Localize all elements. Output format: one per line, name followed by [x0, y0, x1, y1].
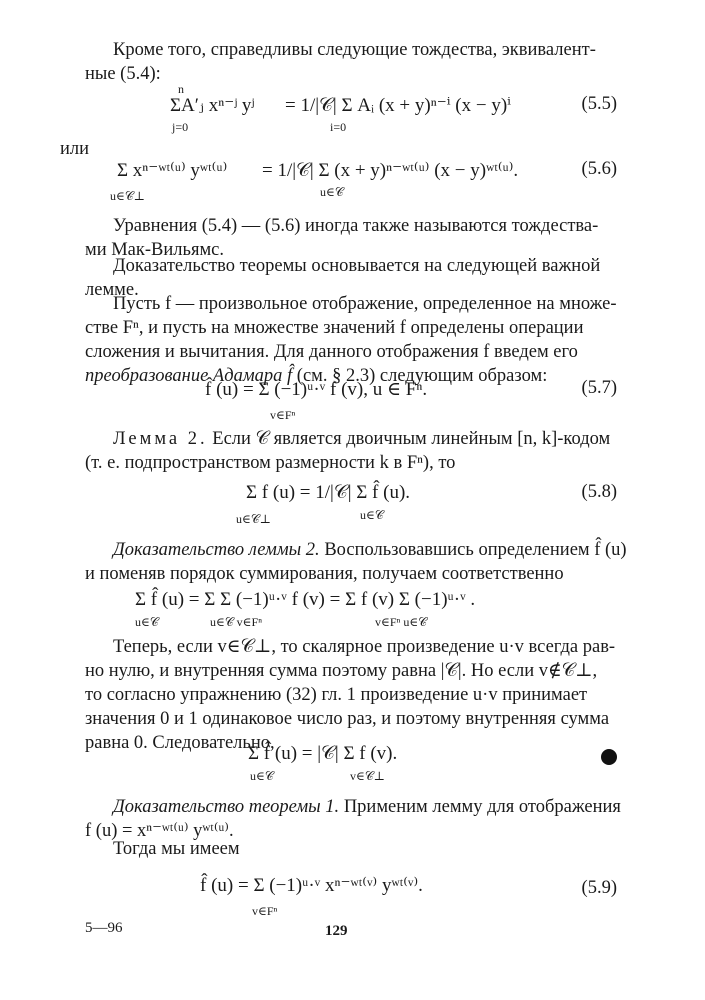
proof-title: Доказательство леммы 2.: [113, 540, 320, 560]
equation-5-8: [0, 478, 705, 538]
proof-title: Доказательство теоремы 1.: [113, 797, 340, 817]
text-line: лемме.: [85, 280, 139, 300]
equation-number: (5.5): [581, 94, 617, 114]
italic-term: преобразование Адамара f̂: [85, 366, 293, 386]
end-of-proof-icon: [601, 749, 617, 765]
text-line: Доказательство теоремы основывается на следующей важной: [113, 256, 601, 276]
text-line: [85, 427, 617, 451]
text-line: но нулю, и внутренняя сумма поэтому равна |𝒞|. Но если v∉𝒞⊥,: [85, 661, 598, 681]
text-line: Пусть f — произвольное отображение, определенное на множе-: [113, 294, 617, 314]
paragraph-identities-intro: [85, 38, 617, 86]
text-line: ные (5.4):: [85, 64, 161, 84]
equation-formula: Σ f̂ (u) = Σ Σ (−1)ᵘ·ᵛ f (v) = Σ f (v) Σ (−1)ᵘ·ᵛ .: [135, 589, 476, 610]
sum-lower-limit: u∈𝒞: [360, 508, 384, 522]
sum-upper-limit: n: [178, 82, 184, 96]
equation-5-6: [0, 155, 705, 215]
text-line: значения 0 и 1 одинаковое число раз, и поэтому внутренняя сумма: [85, 709, 610, 729]
sum-lower-limit: u∈𝒞: [135, 615, 159, 629]
equation-5-9: [0, 868, 705, 928]
text-line: Уравнения (5.4) — (5.6) иногда также называются тождества-: [113, 216, 599, 236]
text-line: (т. е. подпространством размерности k в Fⁿ), то: [85, 453, 456, 473]
text-line: стве Fⁿ, и пусть на множестве значений f определены операции: [85, 318, 584, 338]
equation-formula: f̂ (u) = Σ (−1)ᵘ·ᵛ f (v), u ∈ Fⁿ.: [205, 379, 428, 400]
equation-5-5: [0, 82, 705, 142]
equation-rhs: = 1/|𝒞| Σ (x + y)ⁿ⁻ʷᵗ⁽ᵘ⁾ (x − y)ʷᵗ⁽ᵘ⁾.: [262, 160, 519, 181]
text-span: Если 𝒞 является двоичным линейным [n, k]-кодом: [207, 429, 611, 449]
equation-formula: Σ f (u) = 1/|𝒞| Σ f̂ (u).: [246, 482, 411, 503]
sum-lower-limit: u∈𝒞⊥: [110, 189, 145, 203]
text-line: или: [60, 139, 90, 159]
equation-lemma-conclusion: [0, 737, 705, 797]
sum-lower-limit: u∈𝒞⊥: [236, 512, 271, 526]
text-line: равна 0. Следовательно,: [85, 733, 275, 753]
equation-lhs: Σ xⁿ⁻ʷᵗ⁽ᵘ⁾ yʷᵗ⁽ᵘ⁾: [117, 160, 228, 181]
proof-theorem-1: [85, 795, 621, 843]
sum-lower-limit: u∈𝒞: [320, 185, 344, 199]
text-span: Воспользовавшись определением f̂ (u): [319, 540, 627, 560]
text-line: и поменяв порядок суммирования, получаем соответственно: [85, 564, 564, 584]
signature-mark: 5—96: [85, 920, 123, 936]
equation-lhs: ΣA′ⱼ xⁿ⁻ʲ yʲ: [170, 95, 255, 116]
sum-lower-limit: j=0: [172, 120, 189, 134]
equation-number: (5.7): [581, 378, 617, 398]
text-line: сложения и вычитания. Для данного отображения f введем его: [85, 342, 578, 362]
equation-rhs: = 1/|𝒞| Σ Aᵢ (x + y)ⁿ⁻ⁱ (x − y)ⁱ: [285, 95, 511, 116]
text-line: Тогда мы имеем: [113, 839, 240, 859]
text-line: f (u) = xⁿ⁻ʷᵗ⁽ᵘ⁾ yʷᵗ⁽ᵘ⁾.: [85, 821, 234, 841]
then-we-have: [85, 837, 617, 861]
lemma-label: Лемма 2.: [113, 429, 208, 449]
equation-formula: f̂ (u) = Σ (−1)ᵘ·ᵛ xⁿ⁻ʷᵗ⁽ᵛ⁾ yʷᵗ⁽ᵛ⁾.: [200, 875, 423, 896]
sum-lower-limit: v∈Fⁿ u∈𝒞: [375, 615, 427, 629]
equation-number: (5.6): [581, 159, 617, 179]
equation-number: (5.9): [581, 878, 617, 898]
text-line: то согласно упражнению (32) гл. 1 произведение u·v принимает: [85, 685, 588, 705]
equation-formula: Σ f̂ (u) = |𝒞| Σ f (v).: [248, 743, 398, 764]
equation-number: (5.8): [581, 482, 617, 502]
sum-lower-limit: u∈𝒞 v∈Fⁿ: [210, 615, 262, 629]
sum-lower-limit: v∈Fⁿ: [252, 904, 278, 918]
text-span: Применим лемму для отображения: [339, 797, 621, 817]
sum-lower-limit: v∈𝒞⊥: [350, 769, 385, 783]
text-line: [85, 538, 627, 562]
proof-lemma-2: [85, 538, 627, 586]
text-line: Теперь, если v∈𝒞⊥, то скалярное произведение u·v всегда рав-: [113, 637, 616, 657]
equation-5-7: [0, 372, 705, 432]
sum-lower-limit: u∈𝒞: [250, 769, 274, 783]
text-span: (см. § 2.3) следующим образом:: [292, 366, 548, 386]
lemma-2-statement: [85, 427, 617, 475]
sum-lower-limit: i=0: [330, 120, 347, 134]
text-line: [85, 795, 621, 819]
sum-lower-limit: v∈Fⁿ: [270, 408, 296, 422]
page-number: 129: [325, 923, 348, 939]
text-line: Кроме того, справедливы следующие тождества, эквивалент-: [113, 40, 596, 60]
text-line: ми Мак-Вильямс.: [85, 240, 225, 260]
